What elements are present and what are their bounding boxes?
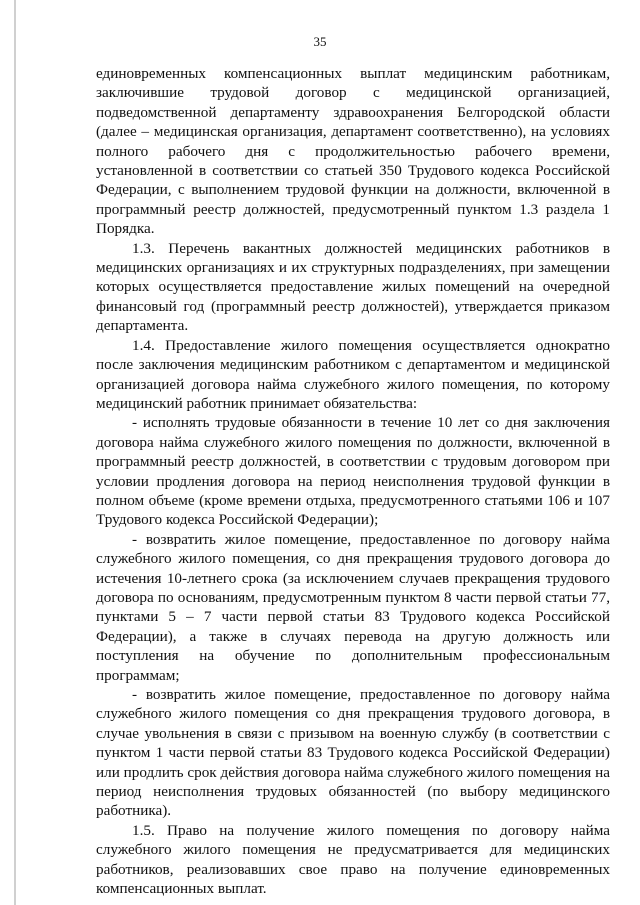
- paragraph-1-5: 1.5. Право на получение жилого помещения по договору найма служебного жилого помещения не предусматривается для медицинских работников, реализовавших свое право на получение единовременных компенсационных выплат.: [96, 821, 610, 898]
- paragraph-continuation: единовременных компенсационных выплат медицинским работникам, заключившие трудовой договор с медицинской организацией, подведомственной департаменту здравоохранения Белгородской области (далее – медицинская организация, департамент соответственно), на условиях полного рабочего дня с продолжительностью рабочего времени, установленной в соответствии со статьей 350 Трудового кодекса Российской Федерации, с выполнением трудовой функции на должности, включенной в программный реестр должностей, предусмотренный пунктом 1.3 раздела 1 Порядка.: [96, 65, 610, 238]
- document-body: [96, 64, 610, 898]
- page-number: 35: [313, 34, 327, 49]
- paragraph-1-4: 1.4. Предоставление жилого помещения осуществляется однократно после заключения медицинским работником с департаментом и медицинской организацией договора найма служебного жилого помещения, по которому медицинский работник принимает обязательства:: [96, 336, 610, 412]
- obligation-item-3: - возвратить жилое помещение, предоставленное по договору найма служебного жилого помещения со дня прекращения трудового договора, в случае увольнения в связи с призывом на военную службу (в соответствии с пунктом 1 части первой статьи 83 Трудового кодекса Российской Федерации) или продлить срок действия договора найма служебного жилого помещения на период неисполнения трудовых обязанностей (по выбору медицинского работника).: [96, 686, 610, 820]
- obligation-item-1: - исполнять трудовые обязанности в течение 10 лет со дня заключения договора найма служебного жилого помещения по должности, включенной в программный реестр должностей, в соответствии с трудовым договором при условии продления договора на период неисполнения трудовой функции в полном объеме (кроме времени отдыха, предусмотренного статьями 106 и 107 Трудового кодекса Российской Федерации);: [96, 414, 610, 529]
- obligation-item-2: - возвратить жилое помещение, предоставленное по договору найма служебного жилого помещения, со дня прекращения трудового договора до истечения 10-летнего срока (за исключением случаев прекращения трудового договора по основаниям, предусмотренным пунктом 8 части первой статьи 77, пунктами 5 – 7 части первой статьи 83 Трудового кодекса Российской Федерации), а также в случаях перевода на другую должность или поступления на обучение по дополнительным профессиональным программам;: [96, 530, 610, 684]
- scan-edge-line: [14, 0, 16, 905]
- paragraph-1-3: 1.3. Перечень вакантных должностей медицинских работников в медицинских организациях и их структурных подразделениях, при замещении которых осуществляется предоставление жилых помещений на очередной финансовый год (программный реестр должностей), утверждается приказом департамента.: [96, 239, 610, 335]
